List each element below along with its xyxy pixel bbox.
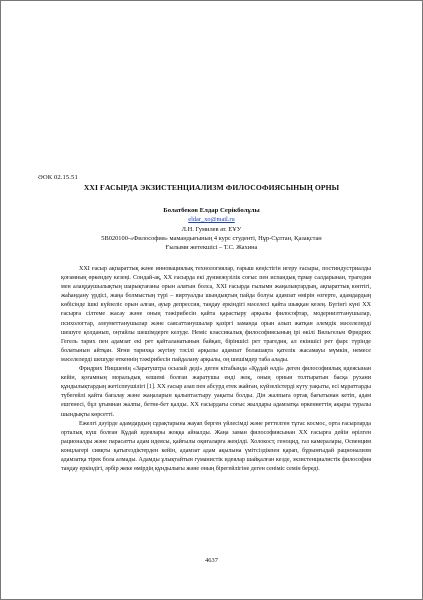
author-block xyxy=(1,206,422,252)
body-paragraph: Фридрих Ницшенің «Заратуштра осылай деді» деген кітабында «Құдай өлді» деген философиялық идеясынан кейін, қоғамның моральдық өлшемі болған жаратушы енді жоқ, оның орнын толтыратын басқа рухани құндылықтардың жетіспеушілігі [1]. XX ғасыр азап пен абсурд етек жайған, күйзелістерді күту уақыты, есі мұраттарды түбегейлі қайта бағалау және жаңаларын қалыптастыру уақыты болды. Дін жалпыға ортақ бағытынан кетіп, адам ешгенесі, бұл ұғымнан жалпы, бетне-бет қалды. XX ғасырдағы соғыс жылдары адамзатқа өркениеттің ақыры туралы шындықты көрсетті. xyxy=(61,366,371,418)
udc-code: ӘОК 02.15.51 xyxy=(38,174,78,181)
page-number: 4637 xyxy=(205,557,218,564)
author-email-link[interactable]: eldar_xo@mail.ru xyxy=(188,216,235,224)
author-supervisor: Ғылыми жетекшісі – Т.С. Жахина xyxy=(165,244,258,252)
article-title: XXI ҒАСЫРДА ЭКЗИСТЕНЦИАЛИЗМ ФИЛОСОФИЯСЫНЫҢ ОРНЫ xyxy=(83,183,340,192)
body-paragraph: XXI ғасыр ақпараттық және инновациялық технологиялар, ғарыш кеңістігін игеру ғасыры, постиндустриалды қоғамның өркендеу кезеңі. Сондай-ақ, XX ғасырда екі дүниежүзілік соғыс пен испандық тұмау салдарынан, трагедия мен алаңдаушылықтың шарықтағаны орын алатын болса, XXI ғасырда ғылымн жаңалықтардың, ақпараттық көптігі, жаһандану үрдісі, жаңа болмыстың түрі – виртуалды шындықтың пайда болуы адамзат өмірін өзгерте, адамдардың көбісінде ішкі күйзеліс орын алған, ауыр депрессия, таңдау еркіндігі мәселесі қайта шыққан кезең. Бүгінгі күні XX ғасырға сілтеме жасау және оның тәжірибесін қайта қарастыру арқылы философтар, модернизттанушылар, психологтар, әлеуметтанушылар және саясаттанушылар қазіргі заманда орын алып жатқан әлемдік мәселелерді шешуге қолданып, оңтайлы шешімдерге келуде. Неміс классикалық философиясының ірі өкілі Вильгельм Фридрих Гегель тарих пен адамзат екі рет қайталанатынын байқап, біріншісі рет трагедия, ал екіншісі рет фарс түрінде болатынын айтқан. Яғни тарихқа жүгіну тәсілі арқылы адамзат болашақта қателік жасамауы мүмкін, немесе мәселелерді шешуде өткеннің тәжірибесін пайдалану арқылы, оң шешімдер таба алады. xyxy=(61,266,371,363)
article-body xyxy=(61,265,371,474)
author-name: Болатбеков Елдар Серікболұлы xyxy=(163,207,260,214)
author-program: 5В020100-«Философия» мамандығының 4 курс студенті, Нұр-Сұлтан, Қазақстан xyxy=(101,234,322,242)
body-paragraph: Ежелгі дәуірде адамдардың сұрақтарына жауап берген үйлесімді және реттелген тұтас космос, орта ғасырларда орталық күш болған Құдай идеялары жоққа айналды. Жаңа заман философиясынан XX ғасырға дейін өрілген рационалды және парасатты адам идеясы, қайғылы оқиғаларға жеңілді. Холокост, геноцид, газ камералары, Освенцим концлагері сияқты қатыгездіктерден кейін, адамзат адам ақылына үмітсіздікпен қарап, бұрынғыдай рационализм адамзатқа тірек бола алмады. Адамды ұлықтайтын гуманистік идеялар шайқалған кезде, экзистенциалистік философия таңдау еркіндігі, әрбір жеке өмірдің құндылығы және оның бірегейлігіне деген сеніміс семін береді. xyxy=(61,420,371,473)
author-affiliation: Л.Н. Гумилев ат. ЕҰУ xyxy=(181,225,242,233)
